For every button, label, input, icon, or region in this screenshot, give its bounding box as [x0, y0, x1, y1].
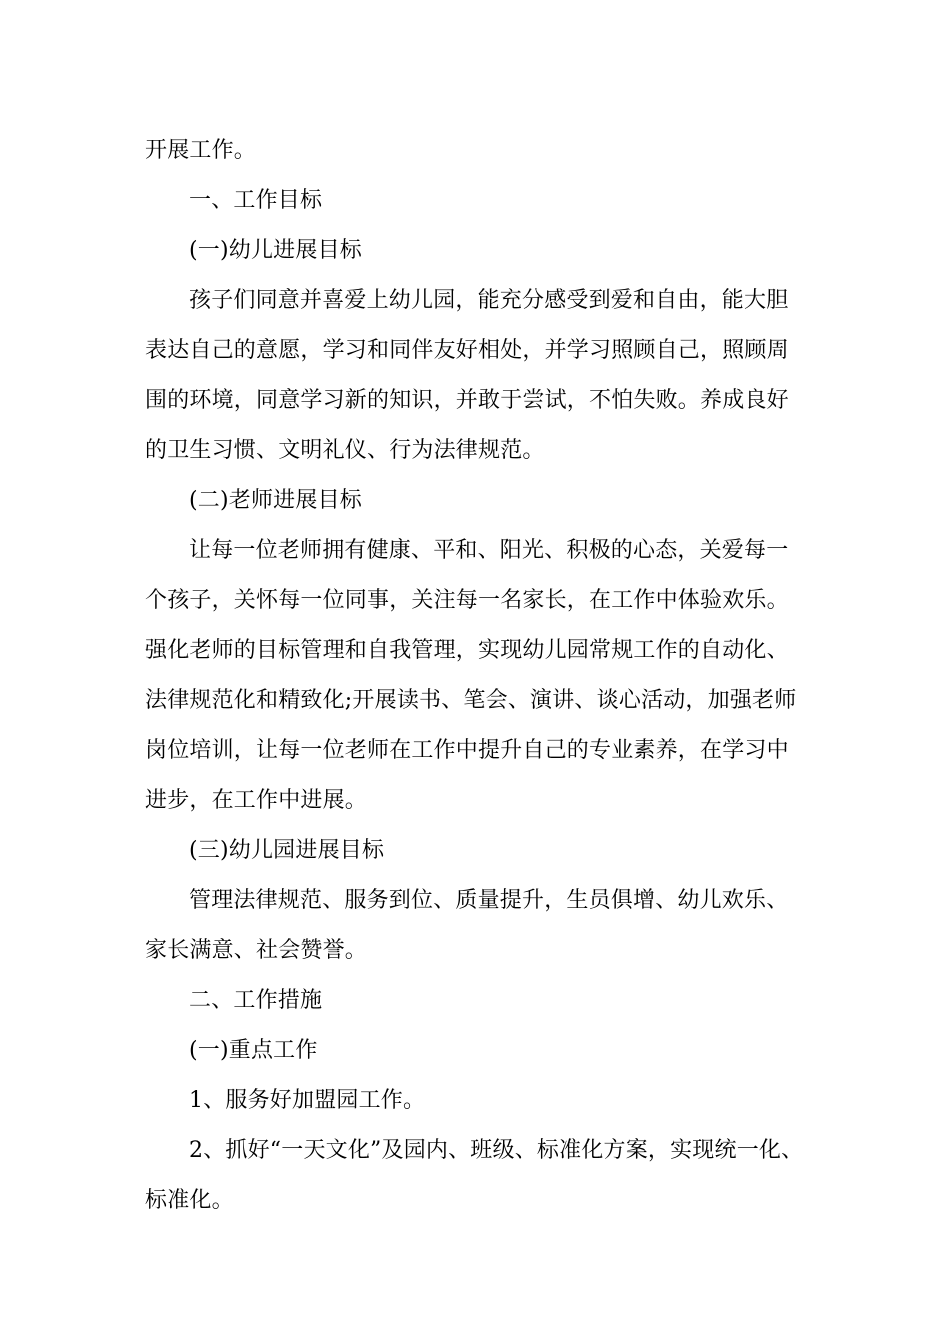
text-line: 家长满意、社会赞誉。 — [145, 938, 368, 963]
list-item: 1、服务好加盟园工作。 — [189, 1088, 426, 1113]
text-line: 法律规范化和精致化;开展读书、笔会、演讲、谈心活动，加强老师 — [145, 688, 797, 713]
text-line: 让每一位老师拥有健康、平和、阳光、积极的心态，关爱每一 — [189, 538, 789, 563]
text-line: 开展工作。 — [145, 138, 257, 163]
text-line: 标准化。 — [145, 1188, 234, 1213]
list-item: 2、抓好“一天文化”及园内、班级、标准化方案，实现统一化、 — [189, 1138, 804, 1163]
text-line: 个孩子，关怀每一位同事，关注每一名家长，在工作中体验欢乐。 — [145, 588, 789, 613]
text-line: 进步，在工作中进展。 — [145, 788, 368, 813]
text-line: 表达自己的意愿，学习和同伴友好相处，并学习照顾自己，照顾周 — [145, 338, 789, 363]
text-line: 岗位培训，让每一位老师在工作中提升自己的专业素养，在学习中 — [145, 738, 789, 763]
section-heading: 一、工作目标 — [189, 188, 323, 213]
document-body — [145, 126, 825, 1226]
text-line: 围的环境，同意学习新的知识，并敢于尝试，不怕失败。养成良好 — [145, 388, 789, 413]
subsection-heading: (一)幼儿进展目标 — [189, 238, 362, 263]
text-line: 的卫生习惯、文明礼仪、行为法律规范。 — [145, 438, 545, 463]
subsection-heading: (三)幼儿园进展目标 — [189, 838, 385, 863]
section-heading: 二、工作措施 — [189, 988, 323, 1013]
text-line: 孩子们同意并喜爱上幼儿园，能充分感受到爱和自由，能大胆 — [189, 288, 789, 313]
text-line: 强化老师的目标管理和自我管理，实现幼儿园常规工作的自动化、 — [145, 638, 789, 663]
text-line: 管理法律规范、服务到位、质量提升，生员俱增、幼儿欢乐、 — [189, 888, 789, 913]
subsection-heading: (一)重点工作 — [189, 1038, 318, 1063]
subsection-heading: (二)老师进展目标 — [189, 488, 362, 513]
